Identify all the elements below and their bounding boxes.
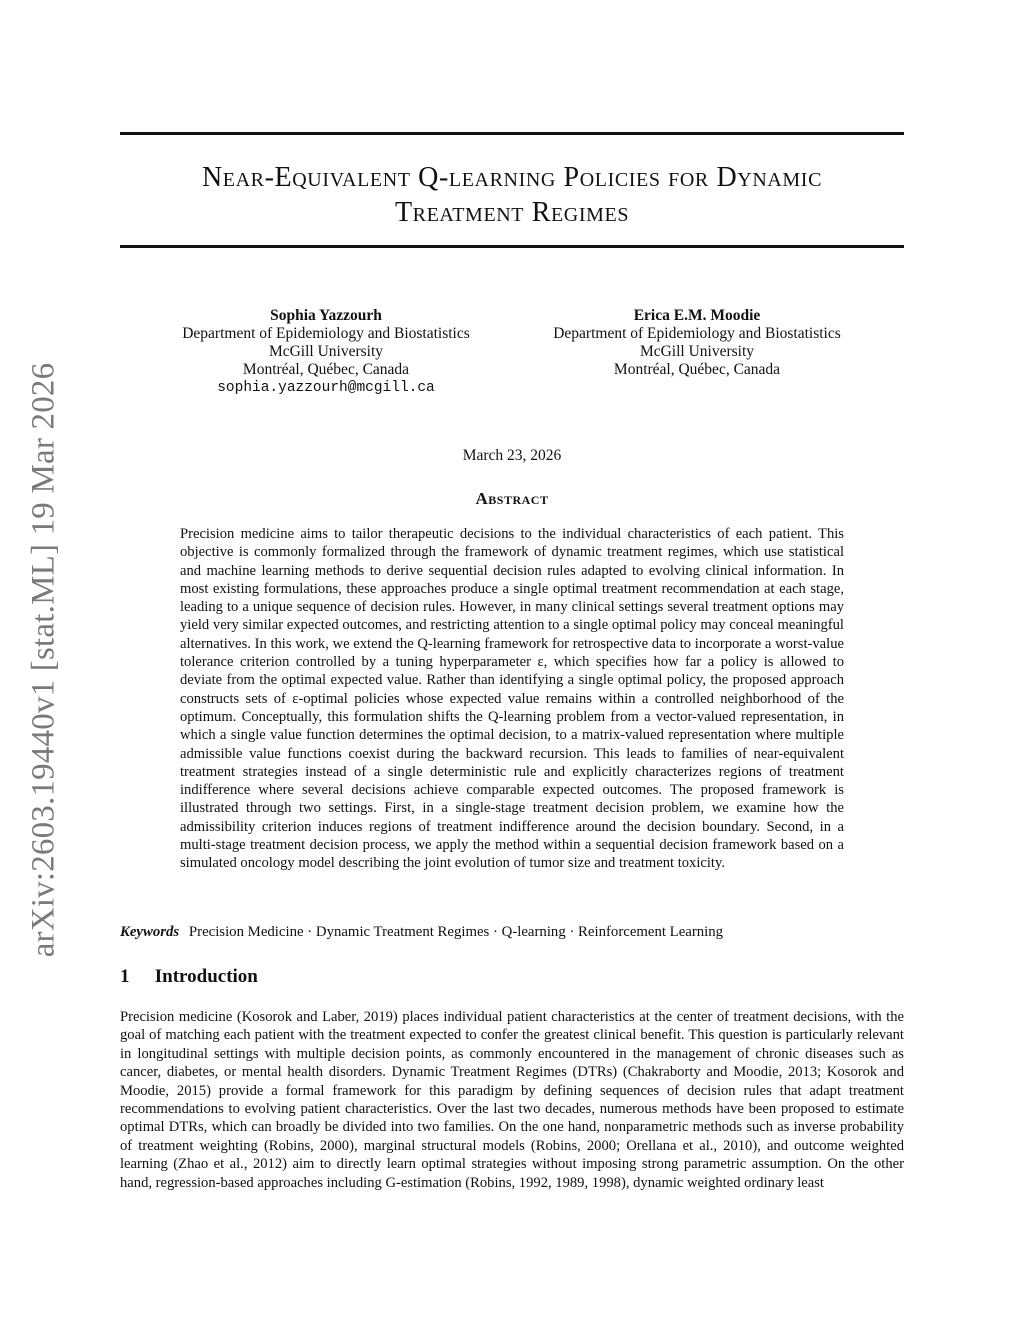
arxiv-identifier: arXiv:2603.19440v1 [stat.ML] 19 Mar 2026 <box>25 362 62 958</box>
paper-title <box>120 160 904 230</box>
section-title: Introduction <box>154 966 258 987</box>
introduction-text: Precision medicine (Kosorok and Laber, 2019) places individual patient characteristics at the center of treatment decisions, with the goal of matching each patient with the treatment expected to confer the greatest clinical benefit. This question is particularly relevant in longitudinal settings with multiple decision points, as commonly encountered in the management of chronic diseases such as cancer, diabetes, or mental health disorders. Dynamic Treatment Regimes (DTRs) (Chakraborty and Moodie, 2013; Kosorok and Moodie, 2015) provide a formal framework for this paradigm by defining sequences of decision rules that adapt treatment recommendations to evolving patient characteristics. Over the last two decades, numerous methods have been proposed to estimate optimal DTRs, which can broadly be divided into two families. On the one hand, nonparametric methods such as inverse probability of treatment weighting (Robins, 2000), marginal structural models (Robins, 2000; Orellana et al., 2010), and outcome weighted learning (Zhao et al., 2012) aim to directly learn optimal strategies without imposing strong parametric assumption. On the other hand, regression-based approaches including G-estimation (Robins, 1992, 1989, 1998), dynamic weighted ordinary least <box>120 1009 904 1191</box>
title-line-2: Treatment Regimes <box>394 197 630 228</box>
author-block-2 <box>527 307 867 379</box>
author-location: Montréal, Québec, Canada <box>613 361 781 378</box>
author-name: Sophia Yazzourh <box>270 307 382 324</box>
author-name: Erica E.M. Moodie <box>633 307 761 324</box>
keywords-label: Keywords <box>120 924 180 940</box>
author-block-1 <box>156 307 496 397</box>
author-institution: McGill University <box>639 343 755 360</box>
section-number: 1 <box>120 966 130 987</box>
author-email[interactable]: sophia.yazzourh@mcgill.ca <box>217 380 435 396</box>
title-line-1: Near-Equivalent Q-learning Policies for Dynamic <box>201 162 823 193</box>
author-institution: McGill University <box>268 343 384 360</box>
author-department: Department of Epidemiology and Biostatistics <box>553 325 841 342</box>
author-department: Department of Epidemiology and Biostatistics <box>182 325 470 342</box>
title-rule-top <box>120 132 904 135</box>
title-rule-bottom <box>120 245 904 248</box>
keywords-list: Precision Medicine · Dynamic Treatment Regimes · Q-learning · Reinforcement Learning <box>188 924 724 940</box>
abstract-heading: Abstract <box>475 489 549 508</box>
paper-date: March 23, 2026 <box>462 447 562 464</box>
author-location: Montréal, Québec, Canada <box>242 361 410 378</box>
abstract-text: Precision medicine aims to tailor therapeutic decisions to the individual characteristics of each patient. This objective is commonly formalized through the framework of dynamic treatment regimes, which use statistical and machine learning methods to derive sequential decision rules adapted to evolving clinical information. In most existing formulations, these approaches produce a single optimal treatment recommendation at each stage, leading to a unique sequence of decision rules. However, in many clinical settings several treatment options may yield very similar expected outcomes, and restricting attention to a single optimal policy may conceal meaningful alternatives. In this work, we extend the Q-learning framework for retrospective data to incorporate a worst-value tolerance criterion controlled by a tuning hyperparameter ε, which specifies how far a policy is allowed to deviate from the optimal expected value. Rather than identifying a single optimal policy, the proposed approach constructs sets of ε-optimal policies whose expected value remains within a controlled neighborhood of the optimum. Conceptually, this formulation shifts the Q-learning problem from a vector-valued representation, in which a single value function determines the optimal decision, to a matrix-valued representation where multiple admissible value functions coexist during the backward recursion. This leads to families of near-equivalent treatment strategies instead of a single deterministic rule and explicitly characterizes regions of treatment indifference where several decisions achieve comparable expected outcomes. The proposed framework is illustrated through two settings. First, in a single-stage treatment decision problem, we examine how the admissibility criterion induces regions of treatment indifference around the decision boundary. Second, in a multi-stage treatment decision process, we apply the method within a sequential decision framework based on a simulated oncology model describing the joint evolution of tumor size and treatment toxicity. <box>180 526 844 872</box>
keywords <box>120 924 904 941</box>
section-heading-introduction <box>120 966 258 988</box>
